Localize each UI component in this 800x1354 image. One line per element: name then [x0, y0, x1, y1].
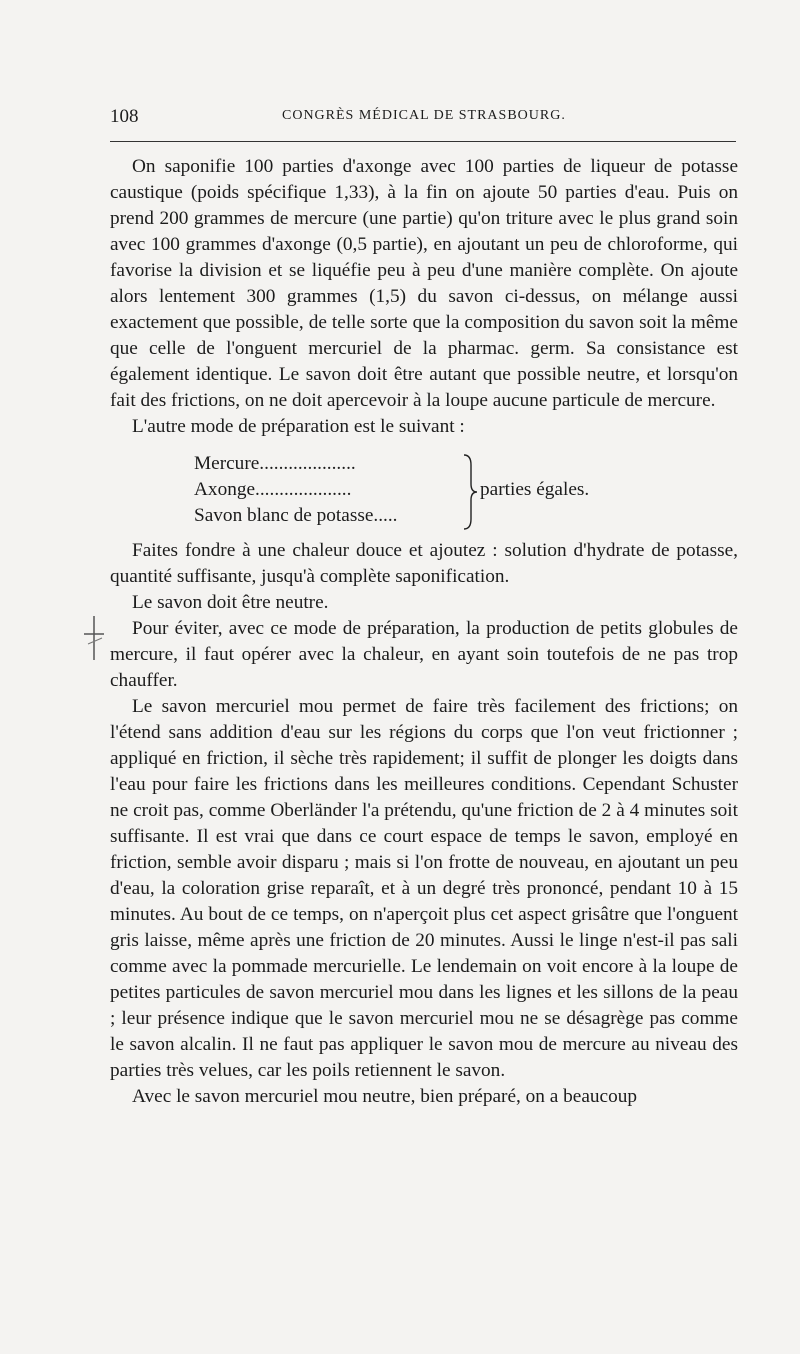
paragraph: Le savon mercuriel mou permet de faire très facilement des frictions; on l'étend sans addition d'eau sur les régions du corps que l'on veut frictionner ; appliqué en friction, il sèche très rapidement; il suffit de plonger les doigts dans l'eau pour faire les frictions dans les meilleures conditions. Cependant Schuster ne croit pas, comme Oberländer l'a prétendu, qu'une friction de 2 à 4 minutes soit suffisante. Il est vrai que dans ce court espace de temps le savon, employé en friction, semble avoir disparu ; mais si l'on frotte de nouveau, en ajoutant un peu d'eau, la coloration grise reparaît, et à un degré très prononcé, pendant 10 à 15 minutes. Au bout de ce temps, on n'aperçoit plus cet aspect grisâtre que l'onguent gris laisse, même après une friction de 20 minutes. Aussi le linge n'est-il pas sali comme avec la pommade mercurielle. Le lendemain on voit encore à la loupe de petites particules de savon mercuriel mou dans les lignes et les sillons de la peau ; leur présence indique que le savon mercuriel mou ne se désagrège pas comme le savon alcalin. Il ne faut pas appliquer le savon mou de mercure au niveau des parties très velues, car les poils retiennent le savon.	[110, 696, 738, 1081]
header-rule	[110, 141, 736, 142]
handwritten-mark-icon	[80, 614, 108, 669]
recipe-ingredient: Axonge....................	[194, 479, 352, 500]
paragraph: On saponifie 100 parties d'axonge avec 100 parties de liqueur de potasse caustique (poids spécifique 1,33), à la fin on ajoute 50 parties d'eau. Puis on prend 200 grammes de mercure (une partie) qu'on triture avec le plus grand soin avec 100 grammes d'axonge (0,5 partie), en ajoutant un peu de chloroforme, qui favorise la division et se liquéfie peu à peu d'une manière complète. On ajoute alors lentement 300 grammes (1,5) du savon ci-dessus, on mélange aussi exactement que possible, de telle sorte que la composition du savon soit la même que celle de l'onguent mercuriel de la pharmac. germ. Sa consistance est également identique. Le savon doit être autant que possible neutre, et lorsqu'on fait des frictions, on ne doit apercevoir à la loupe aucune particule de mercure.	[110, 156, 738, 411]
body-text	[110, 154, 738, 1110]
paragraph: Le savon doit être neutre.	[132, 592, 329, 613]
page-number: 108	[110, 106, 139, 127]
recipe-ingredient: Mercure....................	[194, 453, 356, 474]
right-brace-icon	[462, 453, 478, 531]
paragraph: Faites fondre à une chaleur douce et ajoutez : solution d'hydrate de potasse, quantité suffisante, jusqu'à complète saponification.	[110, 540, 738, 587]
recipe-result: parties égales.	[480, 479, 590, 500]
paragraph: L'autre mode de préparation est le suivant :	[132, 416, 465, 437]
paragraph: Avec le savon mercuriel mou neutre, bien préparé, on a beaucoup	[132, 1086, 638, 1107]
running-title: CONGRÈS MÉDICAL DE STRASBOURG.	[282, 108, 566, 123]
recipe-table	[110, 451, 738, 535]
page-header	[110, 106, 736, 130]
paragraph: Pour éviter, avec ce mode de préparation, la production de petits globules de mercure, il faut opérer avec la chaleur, en ayant soin toutefois de ne pas trop chauffer.	[110, 618, 738, 691]
recipe-ingredient: Savon blanc de potasse.....	[194, 505, 398, 526]
